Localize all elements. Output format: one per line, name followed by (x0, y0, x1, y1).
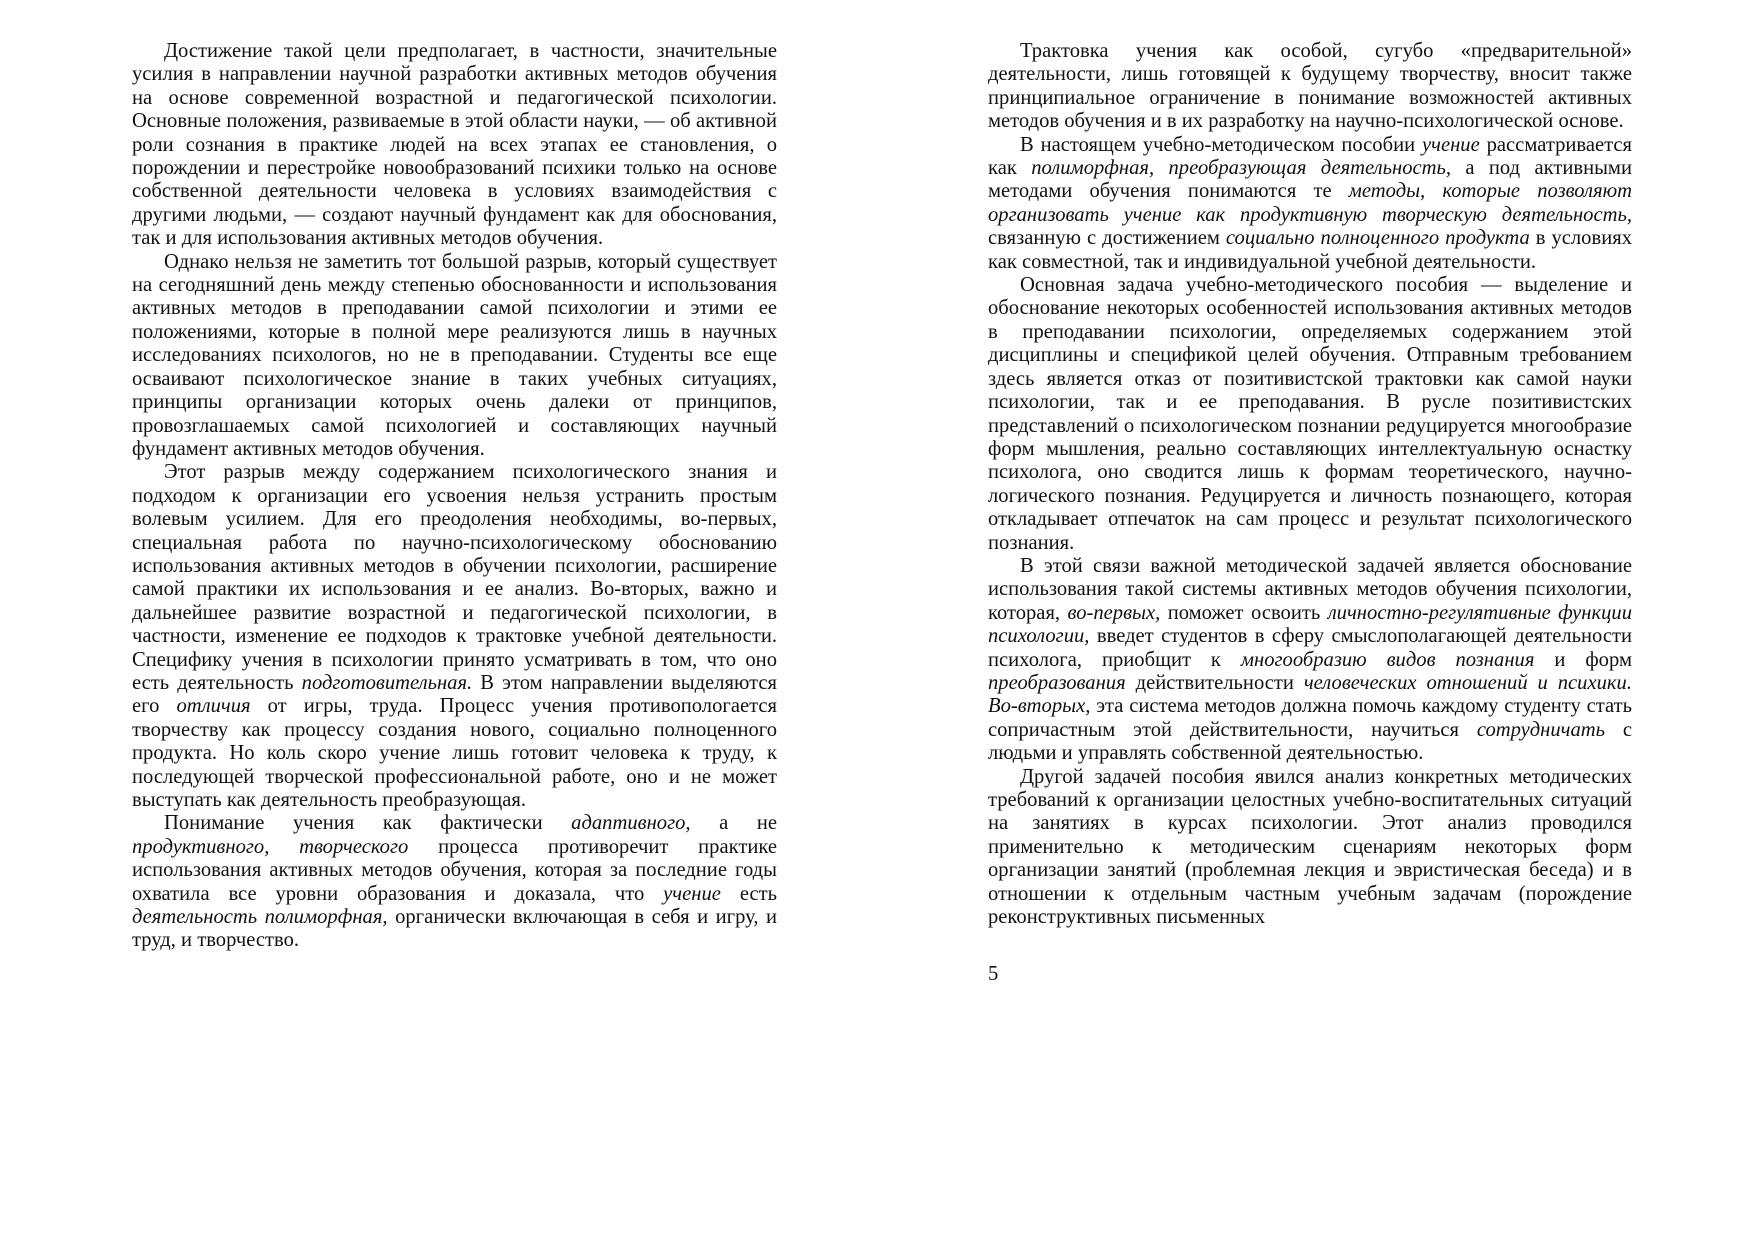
italic-text: деятельность полиморфная, (132, 906, 388, 929)
italic-text: подготовительная. (301, 671, 473, 694)
paragraph (988, 766, 1632, 930)
paragraph (132, 40, 777, 251)
text-run: Однако нельзя не заметить тот большой разрыв, который существует на сегодняшний день между степенью обоснованности и использования активных методов в преподавании самой психологии и этими ее положениями, которые в полной мере реализуются лишь в научных исследованиях психологов, но не в преподавании. Студенты все еще осваивают психологическое знание в таких учебных ситуациях, принципы организации которых очень далеки от принципов, провозглашаемых самой психологией и составляющих научный фундамент активных методов обучения. (132, 250, 777, 460)
italic-text: преобразования (988, 671, 1126, 694)
page-number: 5 (988, 962, 999, 985)
text-run: в условиях как совместной, так и индивидуальной учебной деятельности. (988, 227, 1632, 273)
text-run: рассматривается как (988, 133, 1632, 180)
paragraph (988, 274, 1632, 555)
text-run: действительности (1125, 671, 1304, 694)
italic-text: отличия (176, 695, 251, 718)
italic-text: во-первых, (1067, 601, 1161, 624)
text-run: Достижение такой цели предполагает, в частности, значительные усилия в направлении научной разработки активных методов обучения на основе современной возрастной и педагогической психологии. Основные положения, развиваемые в этой области науки, — об активной роли сознания в практике людей на всех этапах ее становления, о порождении и перестройке новообразований психики только на основе собственной деятельности человека в условиях взаимодействия с другими людьми, — создают научный фундамент как для обоснования, так и для использования активных методов обучения. (132, 40, 777, 250)
text-run: связанную с достижением (988, 227, 1226, 250)
italic-text: социально полноценного продукта (1225, 227, 1530, 250)
text-run: а не (690, 812, 777, 835)
paragraph (988, 134, 1632, 274)
text-run: Основная задача учебно-методического пособия — выделение и обоснование некоторых особенностей использования активных методов в преподавании психологии, определяемых содержанием этой дисциплины и спецификой целей обучения. Отправным требованием здесь является отказ от позитивистской трактовки как самой науки психологии, так и ее преподавания. В русле позитивистских представлений о психологическом познании редуцируется многообразие форм мышления, реально составляющих интеллектуальную оснастку психолога, оно сводится лишь к формам теоретического, научно-логического познания. Редуцируется и личность познающего, которая откладывает отпечаток на сам процесс и результат психологического познания. (988, 274, 1632, 554)
paragraph (988, 40, 1632, 134)
text-run: эта система методов должна помочь каждому студенту стать сопричастным этой действительности, научиться (988, 695, 1632, 741)
text-run: В этой связи важной методической задачей является обоснование использования такой системы активных методов обучения психологии, которая, (988, 554, 1632, 624)
left-page (132, 40, 777, 953)
text-run: и форм (1534, 648, 1632, 671)
paragraph (132, 251, 777, 462)
italic-text: человеческих отношений и психики. (1303, 671, 1632, 694)
text-run: Понимание учения как фактически (164, 812, 572, 835)
text-run: Другой задачей пособия явился анализ конкретных методических требований к организации целостных учебно-воспитательных ситуаций на занятиях в курсах психологии. Этот анализ проводился применительно к методическим сценариям некоторых форм организации занятий (проблемная лекция и эвристическая беседа) и в отношении к отдельным частным учебным задачам (порождение реконструктивных письменных (988, 765, 1632, 929)
text-run: а под активными методами обучения понимаются те (988, 157, 1632, 203)
italic-text: учение (663, 882, 721, 905)
italic-text: Во-вторых, (988, 695, 1091, 718)
text-run: Этот разрыв между содержанием психологического знания и подходом к организации его усвоения нельзя устранить простым волевым усилием. Для его преодоления необходимы, во-первых, специальная работа по научно-психологическому обоснованию использования активных методов в обучении психологии, расширение самой практики их использования и ее анализ. Во-вторых, важно и дальнейшее развитие возрастной и педагогической психологии, в частности, изменение ее подходов к трактовке учебной деятельности. Специфику учения в психологии принято усматривать в том, что оно есть деятельность (132, 461, 777, 694)
italic-text: методы, которые позволяют организовать учение как продуктивную творческую деятельность, (988, 180, 1632, 226)
italic-text: учение (1421, 133, 1480, 156)
italic-text: личностно-регулятивные функции психологии, (988, 601, 1632, 648)
italic-text: сотрудничать (1476, 718, 1606, 741)
italic-text: многообразию видов познания (1240, 648, 1535, 671)
text-run: органически включающая в себя и игру, и труд, и творчество. (132, 906, 777, 952)
italic-text: адаптивного, (571, 812, 691, 835)
italic-text: продуктивного, творческого (132, 835, 409, 858)
text-run: Трактовка учения как особой, сугубо «предварительной» деятельности, лишь готовящей к будущему творчеству, вносит также принципиальное ограничение в понимание возможностей активных методов обучения и в их разработку на научно-психологической основе. (988, 40, 1632, 133)
text-run: введет студентов в сферу смыслополагающей деятельности психолога, приобщит к (988, 625, 1632, 671)
page-number-container (988, 942, 1632, 1006)
italic-text: полиморфная, преобразующая деятельность, (1031, 157, 1452, 180)
paragraph (132, 461, 777, 812)
text-run: поможет освоить (1160, 601, 1328, 624)
text-run: В этом направлении выделяются его (132, 671, 777, 718)
text-run: В настоящем учебно-методическом пособии (1020, 133, 1422, 156)
right-page (988, 40, 1632, 929)
text-run: с людьми и управлять собственной деятельностью. (988, 718, 1632, 765)
text-run: есть (720, 882, 777, 905)
text-run: от игры, труда. Процесс учения противопологается творчеству как процессу создания нового, социально полноценного продукта. Но коль скоро учение лишь готовит человека к труду, к последующей творческой профессиональной работе, оно и не может выступать как деятельность преобразующая. (132, 695, 777, 811)
paragraph (132, 812, 777, 952)
paragraph (988, 555, 1632, 766)
text-run: процесса противоречит практике использования активных методов обучения, которая за последние годы охватила все уровни образования и доказала, что (132, 835, 777, 905)
